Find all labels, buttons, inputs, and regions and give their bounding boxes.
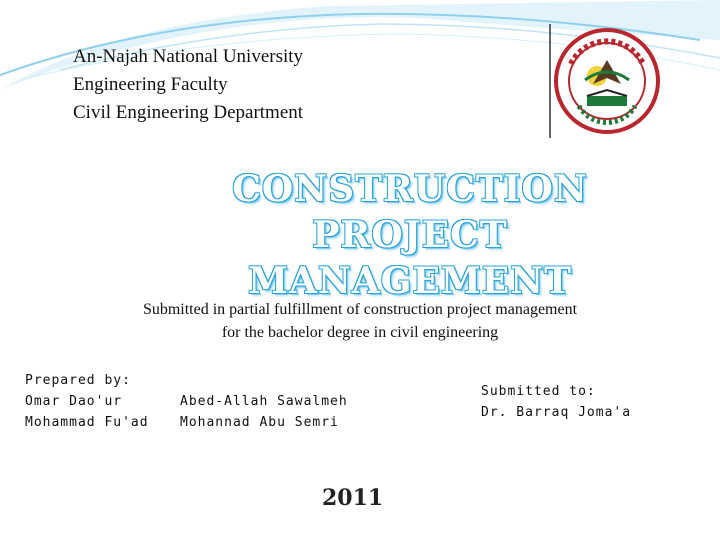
institution-block: [73, 43, 303, 127]
university-name: An-Najah National University: [73, 46, 304, 67]
submitted-to-block: [481, 381, 631, 423]
submission-note-line-1: Submitted in partial fulfillment of construction project management: [142, 301, 578, 318]
prepared-by-block: [25, 370, 149, 433]
submission-note: [60, 298, 660, 344]
prepared-by-label: Prepared by:: [25, 373, 131, 388]
year-label: 2011: [322, 485, 384, 511]
department-name: Civil Engineering Department: [73, 102, 304, 123]
title-line-1: CONSTRUCTION PROJECT: [232, 168, 588, 256]
presentation-title: [150, 166, 670, 304]
student-name: Mohannad Abu Semri: [180, 415, 339, 430]
university-seal-logo: [549, 24, 661, 138]
student-name: Omar Dao'ur: [25, 394, 123, 409]
submission-note-line-2: for the bachelor degree in civil engineering: [221, 324, 499, 341]
student-name: Mohammad Fu'ad: [25, 415, 149, 430]
title-line-2: MANAGEMENT: [248, 260, 572, 302]
prepared-by-block-2: [180, 391, 348, 433]
supervisor-name: Dr. Barraq Joma'a: [481, 405, 632, 420]
faculty-name: Engineering Faculty: [73, 74, 228, 95]
student-name: Abed-Allah Sawalmeh: [180, 394, 348, 409]
submitted-to-label: Submitted to:: [481, 384, 596, 399]
